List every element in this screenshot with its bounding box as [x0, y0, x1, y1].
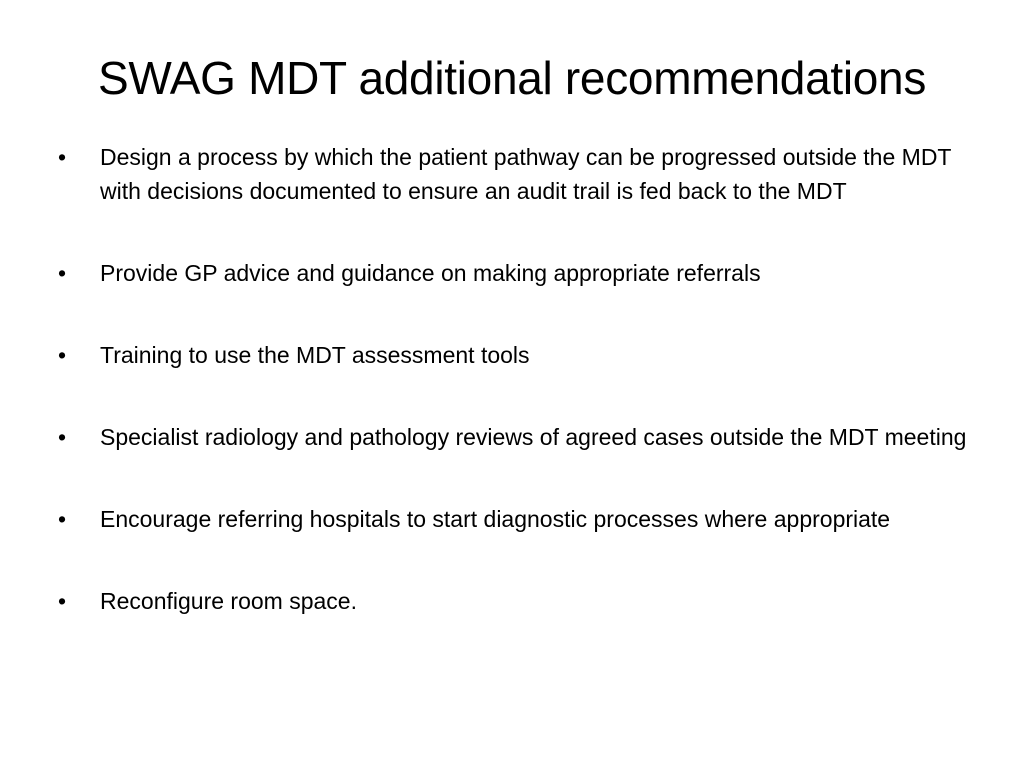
bullet-item: [58, 584, 970, 618]
bullet-point-icon: •: [58, 144, 67, 170]
bullet-point-icon: •: [58, 588, 67, 614]
bullet-text: Provide GP advice and guidance on making appropriate referrals: [100, 260, 761, 286]
bullet-point-icon: •: [58, 260, 67, 286]
bullet-item: [58, 256, 970, 290]
bullet-list: [58, 140, 970, 618]
slide-title: SWAG MDT additional recommendations: [97, 52, 927, 104]
bullet-text: Encourage referring hospitals to start diagnostic processes where appropriate: [100, 506, 891, 532]
bullet-point-icon: •: [58, 506, 67, 532]
bullet-item: [58, 338, 970, 372]
bullet-item: [58, 140, 970, 208]
bullet-item: [58, 502, 970, 536]
bullet-text: Specialist radiology and pathology reviews of agreed cases outside the MDT meeting: [100, 424, 967, 450]
bullet-point-icon: •: [58, 424, 67, 450]
bullet-item: [58, 420, 970, 454]
bullet-text: Design a process by which the patient pathway can be progressed outside the MDT with decisions documented to ensure an audit trail is fed back to the MDT: [100, 144, 952, 204]
bullet-point-icon: •: [58, 342, 67, 368]
bullet-text: Reconfigure room space.: [100, 588, 357, 614]
bullet-text: Training to use the MDT assessment tools: [100, 342, 530, 368]
